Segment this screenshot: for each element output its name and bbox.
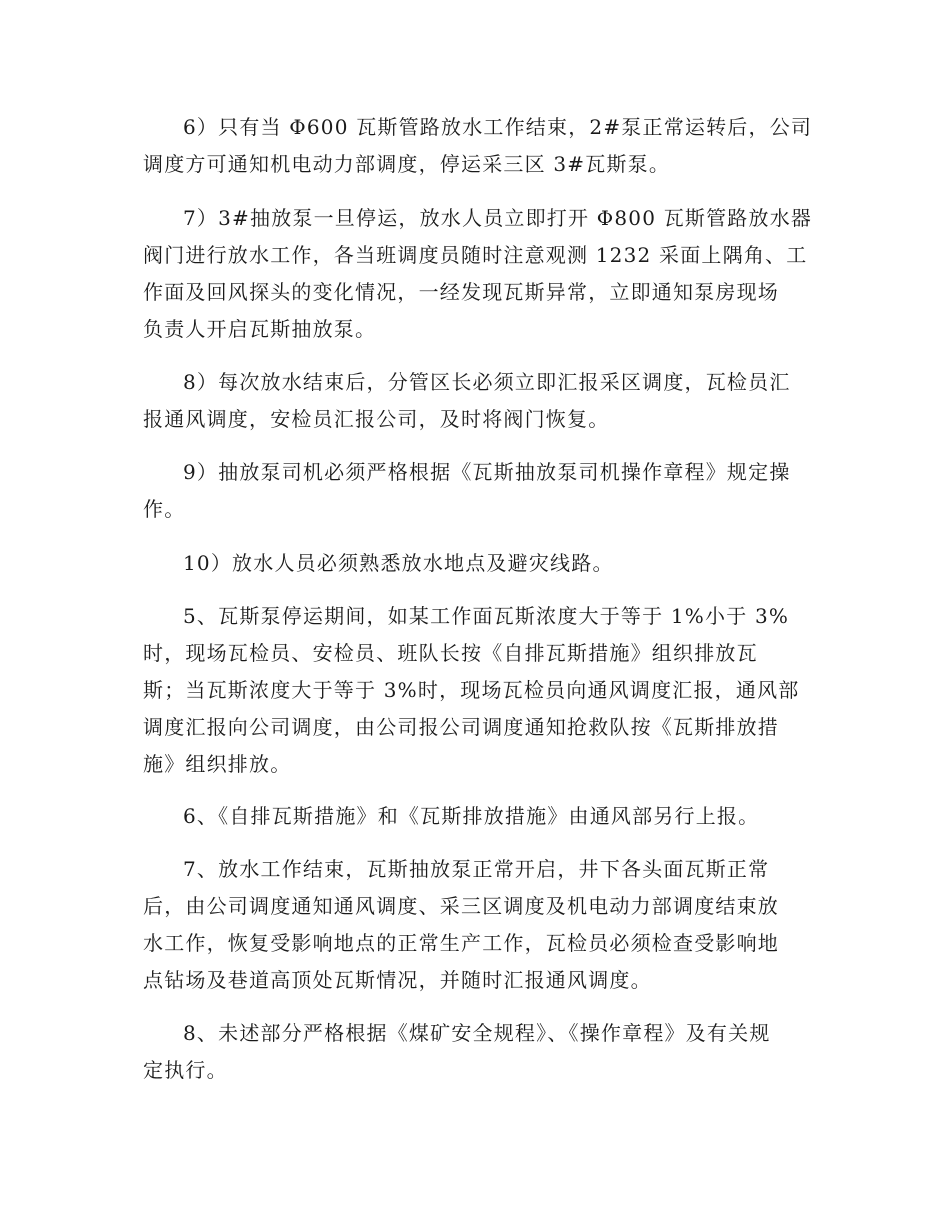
paragraph-4-line-2: 作。 (143, 497, 186, 521)
paragraph-9-line-2: 定执行。 (143, 1058, 228, 1082)
paragraph-3-line-2: 报通风调度，安检员汇报公司，及时将阀门恢复。 (143, 407, 610, 431)
paragraph-5-line-1: 10）放水人员必须熟悉放水地点及避灾线路。 (183, 551, 614, 575)
paragraph-8-line-2: 后，由公司调度通知通风调度、采三区调度及机电动力部调度结束放 (143, 894, 779, 918)
paragraph-4-line-1: 9）抽放泵司机必须严格根据《瓦斯抽放泵司机操作章程》规定操 (183, 460, 791, 484)
paragraph-6-line-5: 施》组织排放。 (143, 752, 292, 776)
paragraph-8-line-4: 点钻场及巷道高顶处瓦斯情况，并随时汇报通风调度。 (143, 968, 652, 992)
paragraph-7-line-1: 6、《自排瓦斯措施》和《瓦斯排放措施》由通风部另行上报。 (183, 804, 760, 828)
paragraph-3-line-1: 8）每次放水结束后，分管区长必须立即汇报采区调度，瓦检员汇 (183, 370, 791, 394)
paragraph-2-line-3: 作面及回风探头的变化情况，一经发现瓦斯异常，立即通知泵房现场 (143, 280, 779, 304)
paragraph-6-line-1: 5、瓦斯泵停运期间，如某工作面瓦斯浓度大于等于 1%小于 3% (183, 604, 790, 628)
paragraph-8-line-3: 水工作，恢复受影响地点的正常生产工作，瓦检员必须检查受影响地 (143, 931, 779, 955)
paragraph-2-line-2: 阀门进行放水工作，各当班调度员随时注意观测 1232 采面上隅角、工 (143, 243, 808, 267)
paragraph-2-line-1: 7）3#抽放泵一旦停运，放水人员立即打开 Φ800 瓦斯管路放水器 (183, 206, 813, 230)
paragraph-1-line-2: 调度方可通知机电动力部调度，停运采三区 3#瓦斯泵。 (143, 152, 671, 176)
paragraph-2-line-4: 负责人开启瓦斯抽放泵。 (143, 317, 377, 341)
paragraph-6-line-3: 斯；当瓦斯浓度大于等于 3%时，现场瓦检员向通风调度汇报，通风部 (143, 678, 800, 702)
paragraph-1-line-1: 6）只有当 Φ600 瓦斯管路放水工作结束，2#泵正常运转后，公司 (183, 115, 813, 139)
paragraph-8-line-1: 7、放水工作结束，瓦斯抽放泵正常开启，井下各头面瓦斯正常 (183, 857, 770, 881)
paragraph-6-line-4: 调度汇报向公司调度，由公司报公司调度通知抢救队按《瓦斯排放措 (143, 715, 779, 739)
paragraph-6-line-2: 时，现场瓦检员、安检员、班队长按《自排瓦斯措施》组织排放瓦 (143, 641, 758, 665)
paragraph-9-line-1: 8、未述部分严格根据《煤矿安全规程》、《操作章程》及有关规 (183, 1021, 771, 1045)
